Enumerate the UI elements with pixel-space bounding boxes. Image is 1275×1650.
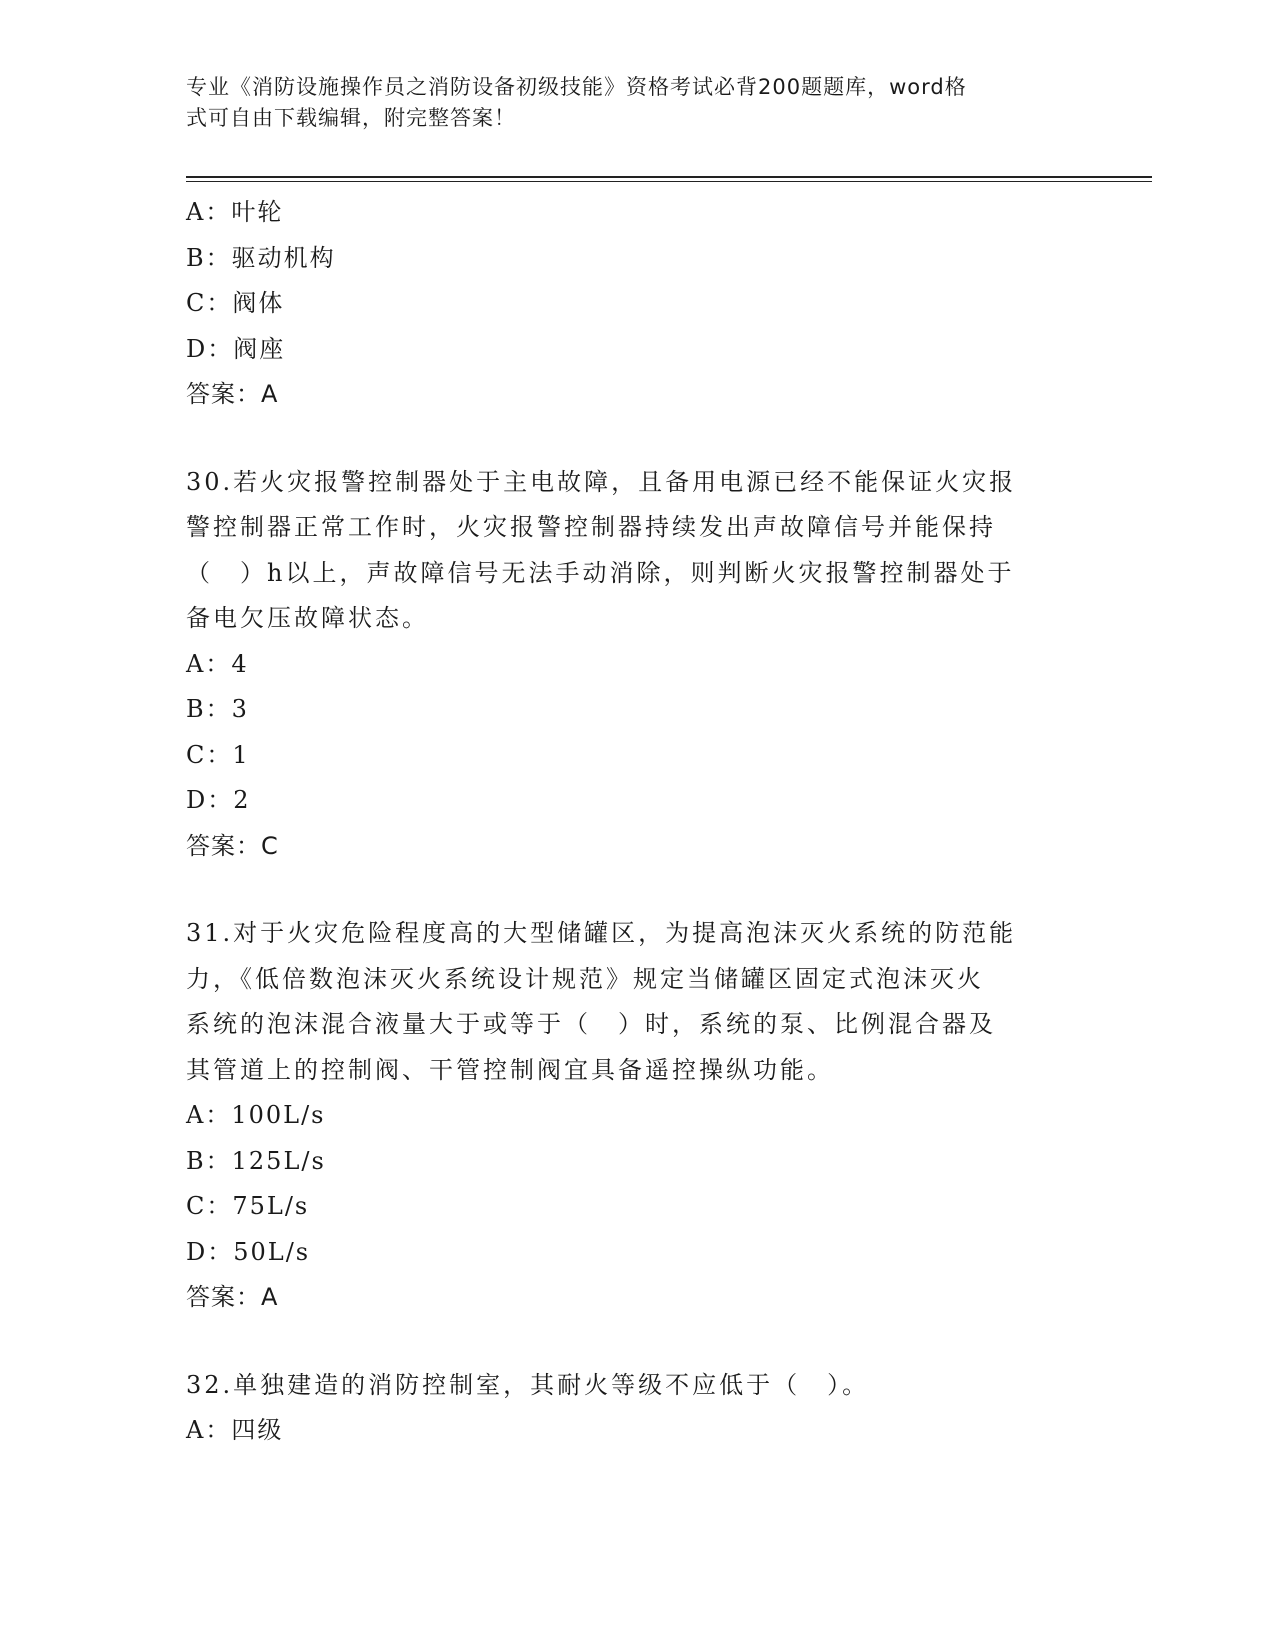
header-line-2: 式可自由下载编辑，附完整答案！ bbox=[186, 106, 516, 130]
question-text-line: 31.对于火灾危险程度高的大型储罐区，为提高泡沫灭火系统的防范能 bbox=[186, 919, 1017, 947]
answer-line: 答案：A bbox=[186, 1283, 279, 1311]
option-c: C：1 bbox=[186, 740, 250, 769]
option-d: D：阀座 bbox=[186, 334, 286, 363]
question-list bbox=[186, 190, 1086, 1454]
spacer bbox=[186, 1321, 1086, 1363]
header-divider bbox=[186, 176, 1152, 182]
question-text-line: 系统的泡沫混合液量大于或等于（ ）时，系统的泵、比例混合器及 bbox=[186, 1010, 996, 1038]
header-line-1: 专业《消防设施操作员之消防设备初级技能》资格考试必背200题题库，word格 bbox=[186, 75, 967, 99]
question-text-line: 30.若火灾报警控制器处于主电故障，且备用电源已经不能保证火灾报 bbox=[186, 467, 1017, 496]
option-c: C：阀体 bbox=[186, 289, 285, 317]
question-text-line: （ ）h以上，声故障信号无法手动消除，则判断火灾报警控制器处于 bbox=[186, 558, 1015, 587]
document-header bbox=[186, 72, 1066, 134]
option-b: B：驱动机构 bbox=[186, 243, 336, 272]
question-block-29 bbox=[186, 190, 1086, 418]
question-block-30 bbox=[186, 460, 1086, 870]
option-a: A：4 bbox=[186, 649, 249, 678]
spacer bbox=[186, 418, 1086, 460]
option-c: C：75L/s bbox=[186, 1192, 310, 1220]
option-d: D：50L/s bbox=[186, 1237, 311, 1266]
question-text-line: 备电欠压故障状态。 bbox=[186, 604, 429, 632]
spacer bbox=[186, 869, 1086, 911]
option-b: B：3 bbox=[186, 695, 249, 723]
option-a: A：四级 bbox=[186, 1416, 284, 1444]
option-b: B：125L/s bbox=[186, 1146, 326, 1175]
question-text-line: 32.单独建造的消防控制室，其耐火等级不应低于（ ）。 bbox=[186, 1370, 870, 1399]
question-text-line: 力，《低倍数泡沫灭火系统设计规范》规定当储罐区固定式泡沫灭火 bbox=[186, 964, 984, 993]
option-a: A：叶轮 bbox=[186, 198, 284, 226]
option-a: A：100L/s bbox=[186, 1101, 326, 1129]
question-text-line: 其管道上的控制阀、干管控制阀宜具备遥控操纵功能。 bbox=[186, 1055, 834, 1084]
answer-line: 答案：A bbox=[186, 380, 279, 408]
question-block-31 bbox=[186, 911, 1086, 1321]
option-d: D：2 bbox=[186, 786, 251, 814]
question-text-line: 警控制器正常工作时，火灾报警控制器持续发出声故障信号并能保持 bbox=[186, 513, 996, 541]
question-block-32 bbox=[186, 1363, 1086, 1454]
answer-line: 答案：C bbox=[186, 831, 279, 860]
